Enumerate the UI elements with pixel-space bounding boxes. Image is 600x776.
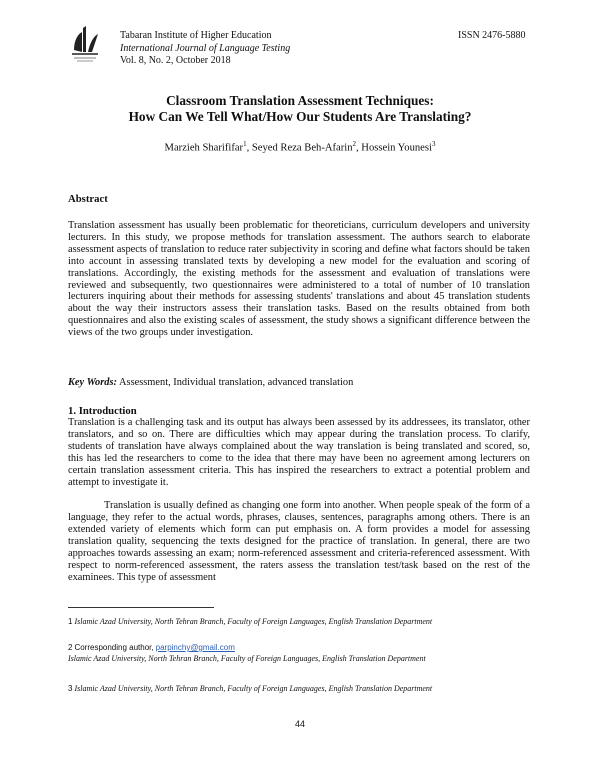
page-number: 44 [294,719,305,729]
author-list [60,140,540,154]
abstract-text: Translation assessment has usually been problematic for theoreticians, curriculum developers and university lecturers. In this study, we propose methods for translation assessment. The authors search to elaborate assessment aspects of translation to reduce rater subjectivity in scoring and define what factors should be taken into account in assessing translated texts by developing a new model for the evaluation and scoring of translations. Accordingly, the existing methods for the assessment and evaluation of translations were reviewed and subsequently, two questionnaires were administered to a total of number of 10 translation lecturers inquiring about their methods for assessing students' translations and about 45 translation students about the way their instructors assess their translation tasks. Based on the results obtained from both questionnaires and also the existing scales of assessment, the study shows a significant difference between the views of the two groups under investigation. [68,220,530,339]
author-email-link[interactable]: parpinchy@gmail.com [155,643,235,652]
author-name: Hossein Younesi [361,142,432,154]
intro-body [68,417,530,584]
journal-header [120,30,290,68]
author-sup: 1 [243,140,247,148]
footnote-divider [68,607,214,608]
title-line-1: Classroom Translation Assessment Techniques: [166,93,434,108]
footnote-text: Islamic Azad University, North Tehran Branch, Faculty of Foreign Languages, English Translation Department [74,684,433,693]
issn: ISSN 2476-5880 [458,30,526,41]
keywords-text: Assessment, Individual translation, advanced translation [119,377,354,388]
abstract-heading: Abstract [68,193,108,205]
footnote-text: Islamic Azad University, North Tehran Branch, Faculty of Foreign Languages, English Translation Department [74,617,433,626]
title-line-2: How Can We Tell What/How Our Students Are Translating? [128,109,472,124]
footnote-3 [68,683,538,694]
author-name: Seyed Reza Beh-Afarin [251,142,353,154]
footnote-number: 1 [68,617,73,626]
footnote-text: Islamic Azad University, North Tehran Branch, Faculty of Foreign Languages, English Translation Department [68,654,426,663]
author-separator: , [356,142,362,154]
author-separator: , [246,142,252,154]
footnote-number: 2 [68,643,73,652]
footnote-1 [68,616,538,627]
keywords [68,377,530,388]
footnote-2 [68,642,538,664]
institute-name: Tabaran Institute of Higher Education [120,30,272,41]
intro-paragraph-2: Translation is usually defined as changing one form into another. When people speak of the form of a language, they refer to the actual words, phrases, clauses, sentences, paragraphs among others. There is an extended variety of elements which form can put emphasis on. A form provides a model for assessing translation quality, sequencing the texts designed for the practice of translation. In general, there are two approaches towards assessing an exam; norm-referenced assessment and criteria-referenced assessment. With respect to norm-referenced assessment, the raters assess the translation test/task based on the rest of the examinees. This type of assessment [68,500,530,583]
keywords-label: Key Words: [68,377,117,388]
journal-name: International Journal of Language Testing [120,42,291,54]
volume-info: Vol. 8, No. 2, October 2018 [120,55,231,66]
institute-logo-icon [68,22,102,64]
footnote-number: 3 [68,684,73,693]
paper-title [60,93,540,125]
author-sup: 3 [431,140,436,148]
corresponding-author-label: Corresponding author, [74,643,154,652]
intro-paragraph-1: Translation is a challenging task and its output has always been assessed by its addressees, its translator, other translators, and so on. There are difficulties which may appear during the translation process. To clarify, students of translation have always complained about the way translation is being translated and scored, so, this has led the researchers to come to the idea that there may have been no agreement among lecturers on certain translation assessment criteria. This has inspired the researchers to extract a potential problem and attempt to investigate it. [68,417,530,488]
intro-heading: 1. Introduction [68,405,137,417]
author-name: Marzieh Sharififar [164,142,244,154]
author-sup: 2 [352,140,356,148]
